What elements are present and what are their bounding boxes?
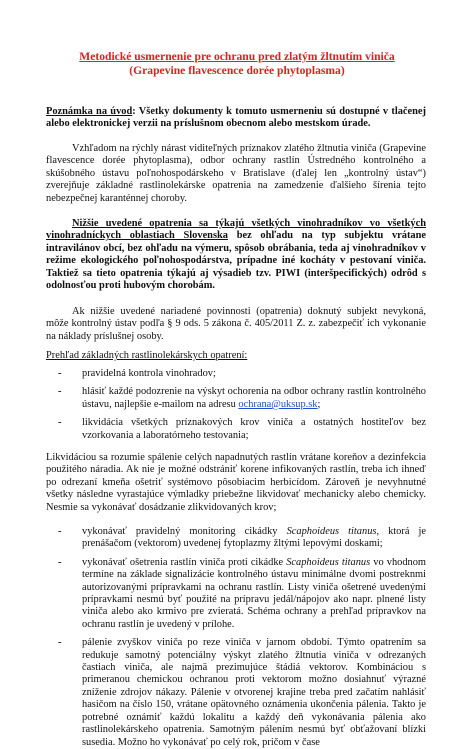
- email-link[interactable]: ochrana@uksup.sk: [238, 398, 318, 410]
- list-item: - hlásiť každé podozrenie na výskyt ochorenia na odbor ochrany rastlín kontrolného ústavu, najlepšie e-mailom na adresu ochrana@uksup.sk;: [58, 386, 426, 410]
- list-item: - pálenie zvyškov viniča po reze viniča v jarnom období. Týmto opatrením sa redukuje samotný potenciálny výskyt zlatého žltnutia viniča v odrezaných častiach viniča, ale najmä prezimujúce štádiá vektorov. Kombináciou s primeranou chemickou ochranou proti vektorom možno dosiahnuť výrazné zníženie zdrojov nákazy. Pálenie v otvorenej krajine treba pred začatím nahlásiť hasičom na číslo 150, vrátane opätovného oznámenia ukončenia pálenia. Takto je potrebné oznámiť každú lokalitu a každý deň vykonávania pálenia ako rastlinolekárskeho opatrenia. Samotným pálením nesmú byť obťažovaní blízki susedia. Možno ho vykonávať po celý rok, pričom v čase: [58, 637, 426, 748]
- document-title: Metodické usmernenie pre ochranu pred zlatým žltnutím viniča: [79, 50, 395, 63]
- paragraph-scope: [46, 218, 426, 292]
- paragraph-intro: Vzhľadom na rýchly nárast viditeľných príznakov zlatého žltnutia viniča (Grapevine flavescence dorée phytoplasma), odbor ochrany rastlín Ústredného kontrolného a skúšobného ústavu poľnohospodárskeho v Bratislave (ďalej len „kontrolný ústav“) zverejňuje základné rastlinolekárske opatrenia na zamedzenie ďalšieho šírenia tejto nebezpečnej karanténnej choroby.: [46, 143, 426, 204]
- section-heading: Prehľad základných rastlinolekárskych opatrení:: [46, 350, 248, 361]
- scope-rest: bez ohľadu na typ subjektu vrátane intravilánov obcí, bez ohľadu na výmeru, spôsob obrábania, teda aj vinohradníkov v režime ekologického poľnohospodárstva, prípadne iné kocháty v pestovaní viniča. Taktiež sa tieto opatrenia týkajú aj výsadieb tzv. PIWI (interšpecifických) odrôd s odolnosťou proti hubovým chorobám.: [46, 230, 426, 292]
- intro-note: [46, 106, 426, 131]
- document-subtitle: (Grapevine flavescence dorée phytoplasma): [129, 64, 345, 77]
- list-item: - likvidácia všetkých príznakových krov viniča a ostatných hostiteľov bez vzorkovania a laboratórneho testovania;: [58, 417, 426, 441]
- list-item: - pravidelná kontrola vinohradov;: [58, 368, 216, 379]
- note-label: Poznámka na úvod: [46, 106, 133, 117]
- note-text: : Všetky dokumenty k tomuto usmerneniu sú dostupné v tlačenej alebo elektronickej verzii na príslušnom obecnom alebo mestskom úrade.: [46, 106, 426, 130]
- paragraph-liquidation: Likvidáciou sa rozumie spálenie celých napadnutých rastlín vrátane koreňov a dezinfekcia použitého náradia. Ak nie je možné odstrániť korene infikovaných rastlín, treba ich ihneď po odrezaní kmeňa ošetriť systémovo pôsobiacim herbicídom. Zároveň je nevyhnutné všetky následne vyrastajúce výmladky priebežne likvidovať mechanicky alebo chemicky. Nesmie sa vykonávať dosádzanie zlikvidovaných krov;: [46, 452, 426, 513]
- scope-underlined: Nižšie uvedené opatrenia sa týkajú všetkých vinohradníkov vo všetkých vinohradníckych oblastiach Slovenska: [46, 218, 426, 242]
- list-item: - vykonávať ošetrenia rastlín viniča proti cikádke Scaphoideus titanus vo vhodnom termíne na základe signalizácie kontrolného ústavu minimálne dvomi postreknmi autorizovanými prípravkami na ochranu rastlín. Listy viniča ošetrené uvedenými prípravkami nesmú byť použité na prípravu jedál/nápojov ako napr. plnené listy viniča alebo ako krmivo pre zvieratá. Schéma ochrany a prehľad prípravkov na ochranu rastlín je uvedený v prílohe.: [58, 556, 426, 630]
- measures-list-1: [46, 368, 426, 442]
- paragraph-enforcement: Ak nižšie uvedené nariadené povinnosti (opatrenia) doknutý subjekt nevykoná, môže kontrolný ústav podľa § 9 ods. 5 zákona č. 405/2011 Z. z. zabezpečiť ich vykonanie na náklady príslušnej osoby.: [46, 306, 426, 342]
- measures-list-2: [46, 526, 426, 749]
- list-item: - vykonávať pravidelný monitoring cikádky Scaphoideus titanus, ktorá je prenášačom (vektorom) uvedenej fytoplazmy žltými lepovými doskami;: [58, 526, 426, 550]
